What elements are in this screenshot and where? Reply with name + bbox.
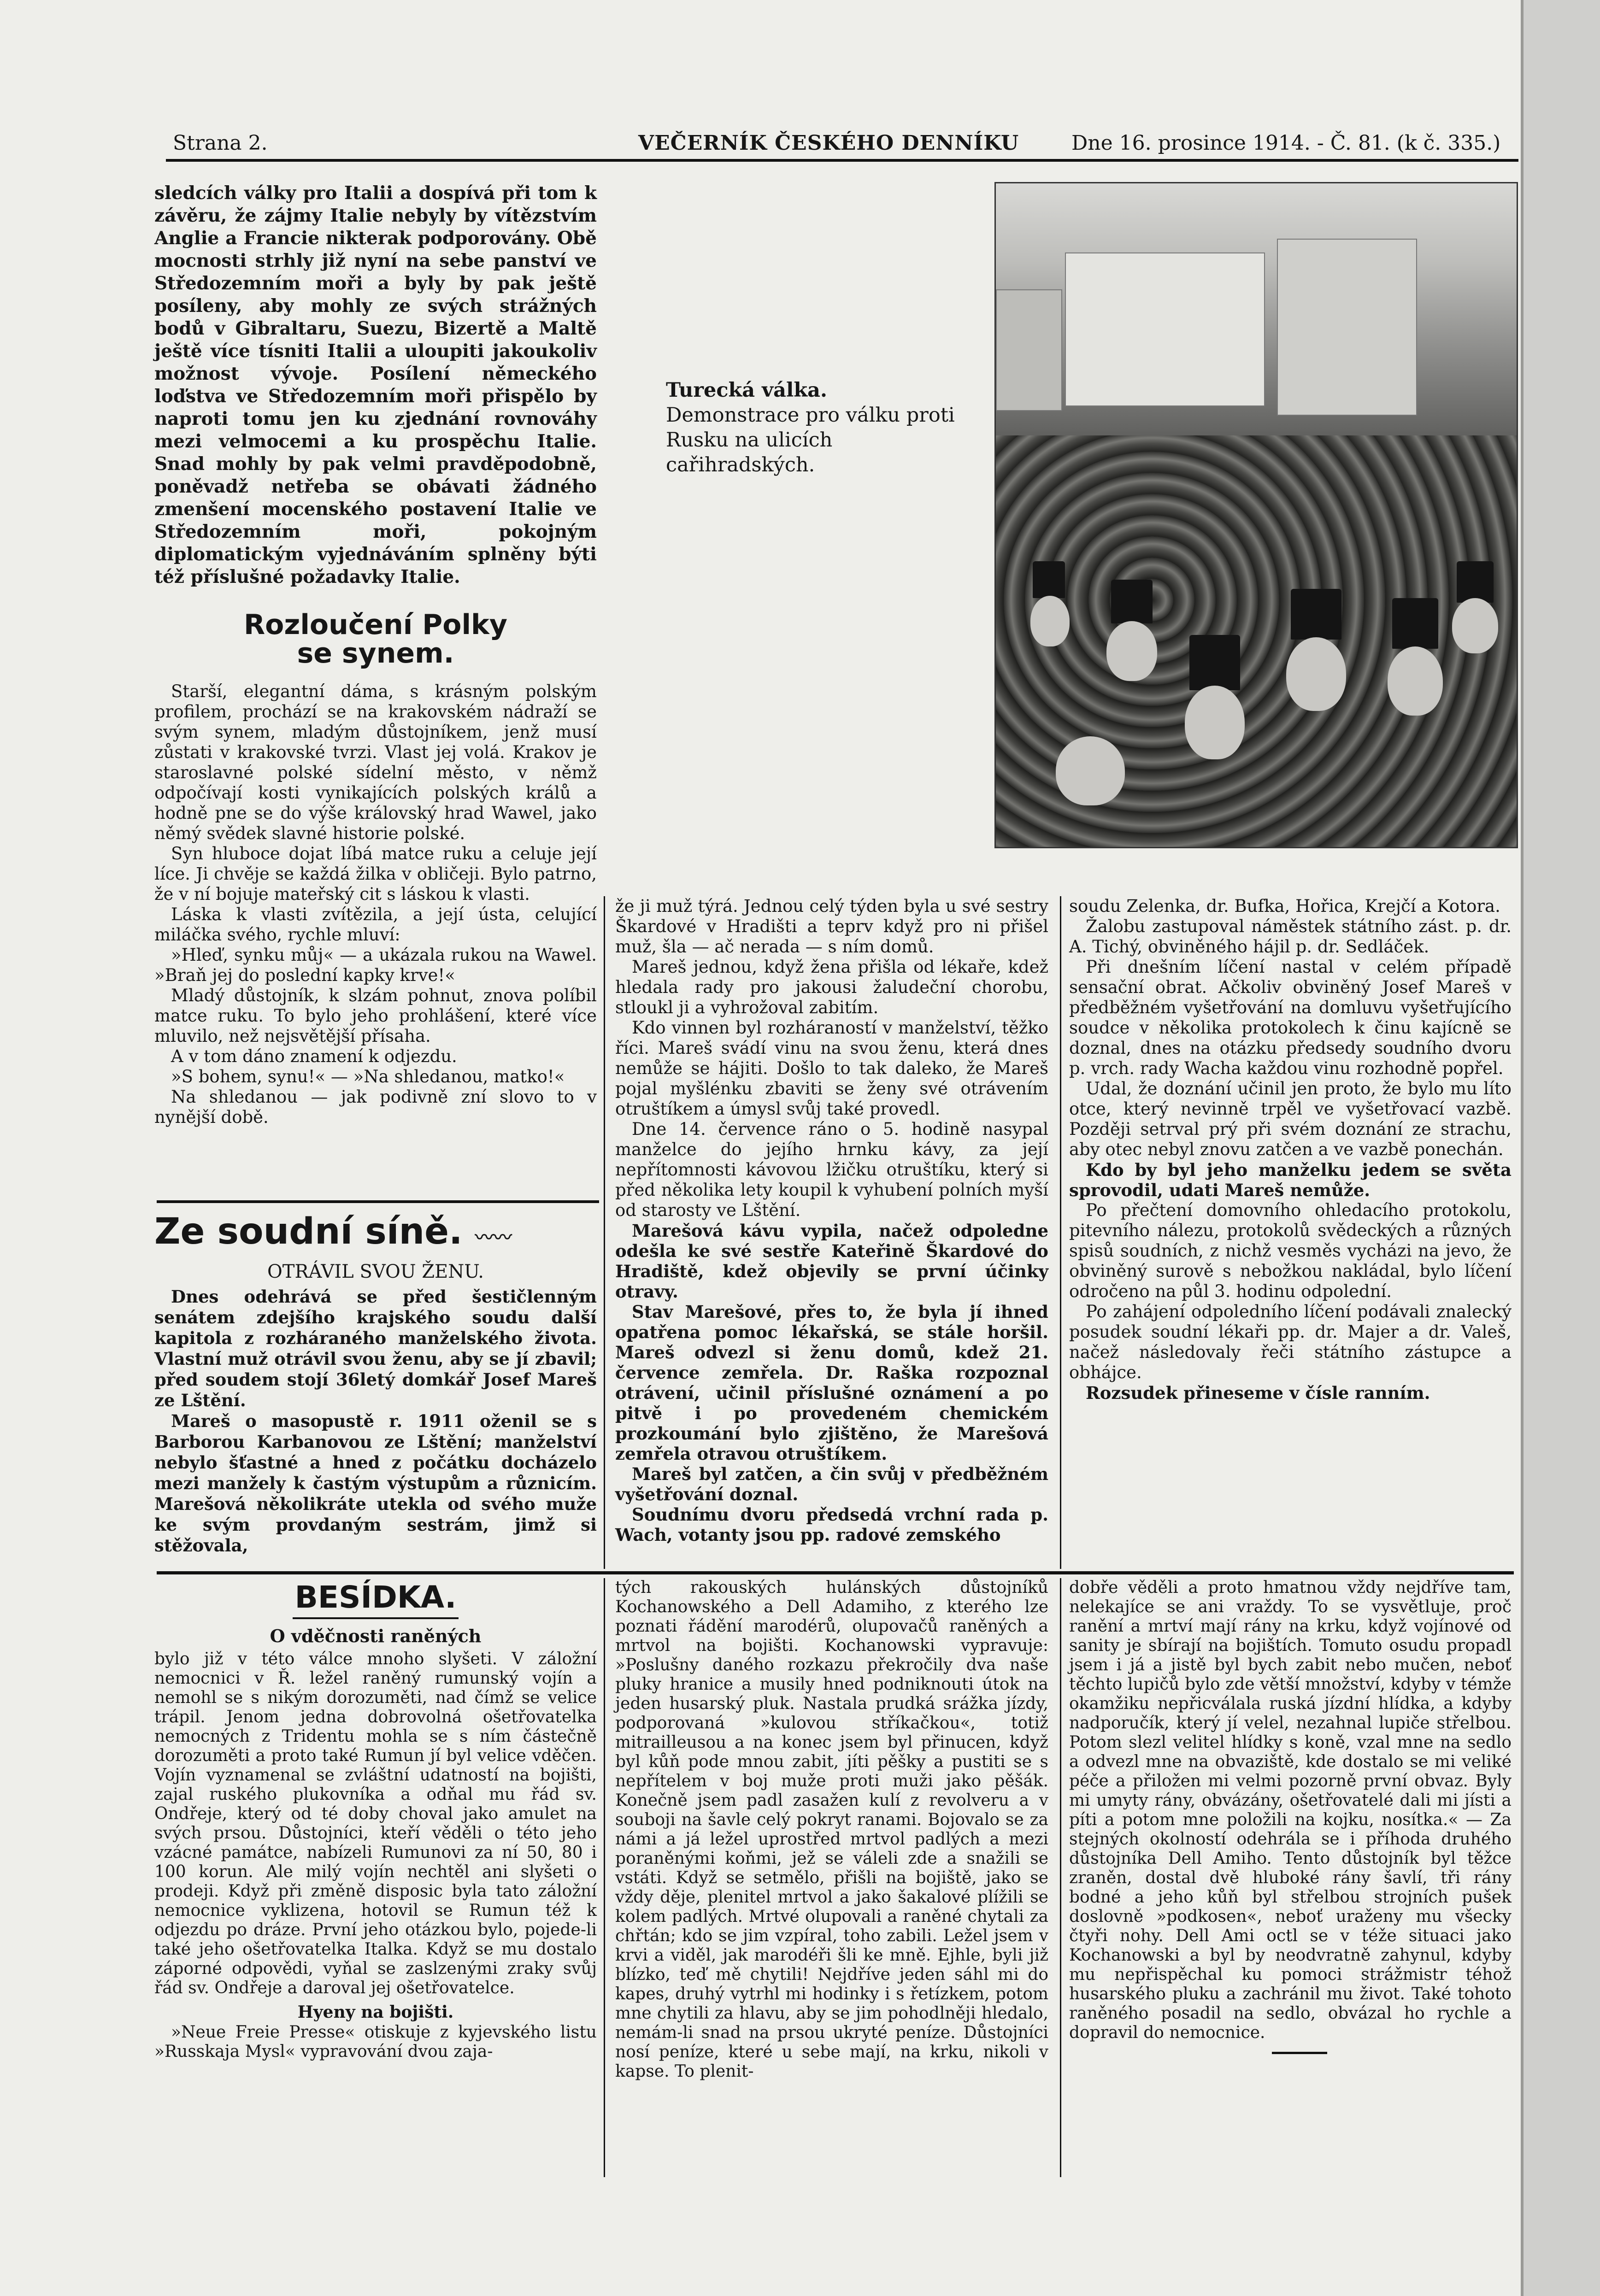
besidka-underline: [293, 1617, 459, 1619]
court-paragraph: Žalobu zastupoval náměstek státního zást. p. dr. A. Tichý, obviněného hájil p. dr. Sedláček.: [1069, 916, 1512, 957]
besidka-section: [154, 1580, 597, 2061]
column-divider: [1060, 1578, 1061, 2177]
court-paragraph: Mareš jednou, když žena přišla od lékaře, kdež hledala rady pro jakousi žaludeční chorobu, stloukl ji a vyhrožoval zabitím.: [615, 957, 1048, 1017]
article-italy: [154, 182, 597, 588]
besidka-column-3: [1069, 1578, 1512, 2054]
court-paragraph: Mareš o masopustě r. 1911 oženil se s Barborou Karbanovou ze Lštění; manželství nebylo šťastné a hned z počátku docházelo mezi manžely k častým výstupům a různicím. Marešová několikráte utekla od svého muže ke svým provdaným sestrám, jimž si stěžovala,: [154, 1411, 597, 1556]
court-paragraph: že ji muž týrá. Jednou celý týden byla u své sestry Škardové v Hradišti a teprv když pro ni přišel muž, šla — ač nerada — s ním domů.: [615, 896, 1048, 957]
polka-paragraph: Starší, elegantní dáma, s krásným polským profilem, prochází se na krakovském nádraží se svým synem, mladým důstojníkem, jenž musí zůstati v krakovské tvrzi. Vlast jej volá. Krakov je staroslavné polské sídelní město, v němž odpočívají kosti vynikajících polských králů a hodně pne se do výše královský hrad Wawel, jako němý svědek slavné historie polské.: [154, 681, 597, 843]
polka-paragraph: »S bohem, synu!« — »Na shledanou, matko!«: [171, 1067, 565, 1086]
column-divider: [604, 896, 605, 1569]
page-header: [173, 131, 1518, 159]
besidka-column-2: [615, 1578, 1048, 2081]
court-paragraph: Při dnešním líčení nastal v celém případě sensační obrat. Ačkoliv obviněný Josef Mareš v předběžném vyšetřování na domluvu vyšetřujícího soudce v několika protokolech k činu kajícně se doznal, dnes na otázku předsedy soudního dvoru p. vrch. rady Wacha každou vinu rozhodně popřel.: [1069, 957, 1512, 1078]
court-paragraph: Marešová kávu vypila, načež odpoledne odešla ke své sestře Kateřině Škardové do Hradiště, kdež objevily se první účinky otravy.: [615, 1221, 1048, 1302]
court-paragraph: Dnes odehrává se před šestičlenným senátem zdejšího krajského soudu další kapitola z rozháraného manželského života. Vlastní muž otrávil svou ženu, aby se jí zbavil; před soudem stojí 36letý domkář Josef Mareš ze Lštění.: [154, 1286, 597, 1410]
court-paragraph: Soudnímu dvoru předsedá vrchní rada p. Wach, votanty jsou pp. radové zemského: [615, 1504, 1048, 1545]
polka-paragraph: Mladý důstojník, k slzám pohnut, znova políbil matce ruku. To bylo jeho prohlášení, které více mluvilo, než nejsvětější přísaha.: [154, 986, 597, 1046]
section-divider: [157, 1571, 1514, 1574]
court-paragraph: Kdo by byl jeho manželku jedem se světa sprovodil, udati Mareš nemůže.: [1069, 1160, 1512, 1200]
masthead-title: VEČERNÍK ČESKÉHO DENNÍKU: [638, 131, 1019, 155]
besidka-paragraph: dobře věděli a proto hmatnou vždy nejdříve tam, nelekajíce se ani vraždy. To se vysvětluje, proč ranění a mrtví mají rány na krku, když vojínové od sanity je sbírají na bojištích. Tomuto osudu propadl jsem i já a jistě byl bych zabit nebo mučen, neboť těchto lupičů bylo zde větší množství, kdyby v témže okamžiku nepřicválala ruská jízdní hlídka, a kdyby nadporučík, který jí velel, nezahnal lupiče střelbou. Potom slezl velitel hlídky s koně, vzal mne na sedlo a odvezl mne na obvaziště, kde dostalo se mi veliké péče a přiložen mi velmi pozorně první obvaz. Byly mi umyty rány, obvázány, ošetřovatelé dali mi jísti a píti a potom mne položili na kojku, nosítka.« — Za stejných okolností odehrála se i příhoda druhého důstojníka Dell Amiho. Tento důstojník byl těžce zraněn, dostal dvě hluboké rány šavlí, tři rány bodné a jeho kůň byl střelbou strojních pušek doslovně »podkosen«, neboť uraženy mu všecky čtyři nohy. Dell Ami octl se v téže situaci jako Kochanowski a byl by neodvratně zahynul, kdyby mu nepřispěchal ku pomoci strážmistr téhož husarského pluku a zachránil mu život. Také tohoto raněného posadil na sedlo, obvázal ho rychle a dopravil do nemocnice.: [1069, 1578, 1512, 2042]
photo-caption-text: Demonstrace pro válku proti Rusku na ulicích cařihradských.: [666, 404, 955, 476]
court-paragraph: Stav Marešové, přes to, že byla jí ihned opatřena pomoc lékařská, se stále horšil. Mareš odvezl si ženu domů, kdež 21. července zemřela. Dr. Raška rozpoznal otrávení, učinil příslušné oznámení a po pitvě i po provedeném chemickém prozkoumání bylo zjištěno, že Marešová zemřela otravou otruštíkem.: [615, 1302, 1048, 1464]
photo-caption: [666, 378, 961, 477]
wave-ornament-icon: 〰〰: [475, 1227, 512, 1248]
court-column-2: [615, 896, 1048, 1545]
divider: [157, 1200, 599, 1203]
page-number: Strana 2.: [173, 131, 268, 155]
court-paragraph: Rozsudek přineseme v čísle ranním.: [1086, 1383, 1430, 1403]
polka-paragraph: A v tom dáno znamení k odjezdu.: [171, 1046, 457, 1066]
court-paragraph: Udal, že doznání učinil jen proto, že bylo mu líto otce, který nevinně trpěl ve vyšetřovací vazbě. Později setrval prý při svém doznání ze strachu, aby otec nebyl znovu zatčen a ve vazbě ponechán.: [1069, 1079, 1512, 1159]
column-divider: [1060, 896, 1061, 1569]
page-edge: [1521, 0, 1600, 2296]
besidka-subheading: O vděčnosti raněných: [270, 1626, 482, 1646]
issue-date: Dne 16. prosince 1914. - Č. 81. (k č. 335.): [1071, 131, 1501, 155]
article-polka: [154, 611, 597, 1127]
polka-paragraph: Syn hluboce dojat líbá matce ruku a celuje její líce. Ji chvěje se každá žilka v obličeji. Bylo patrno, že v ní bojuje mateřský cit s láskou k vlasti.: [154, 844, 597, 904]
end-rule: [1272, 2052, 1327, 2054]
polka-paragraph: »Hleď, synku můj« — a ukázala rukou na Wawel. »Braň jej do poslední kapky krve!«: [154, 945, 597, 985]
polka-paragraph: Na shledanou — jak podivně zní slovo to v nynější době.: [154, 1087, 597, 1127]
polka-paragraph: Láska k vlasti zvítězila, a její ústa, celující miláčka svého, rychle mluví:: [154, 904, 597, 945]
polka-heading-2: se synem.: [297, 637, 454, 669]
hyeny-heading: Hyeny na bojišti.: [297, 2002, 454, 2022]
column-divider: [604, 1578, 605, 2177]
photo-caption-title: Turecká válka.: [666, 379, 827, 402]
court-column-3: [1069, 896, 1512, 1403]
besidka-heading: BESÍDKA.: [294, 1580, 457, 1615]
court-paragraph: Po přečtení domovního ohledacího protokolu, pitevního nálezu, protokolů svědeckých a různých spisů soudních, z nichž vesměs vycházi na jevo, že obviněný surově s nebožkou nakládal, bylo líčení odročeno na půl 3. hodinu odpolední.: [1069, 1200, 1512, 1301]
besidka-paragraph: bylo již v této válce mnoho slyšeti. V záložní nemocnici v Ř. ležel raněný rumunský vojín a nemohl se s nikým dorozuměti, nad čímž se velice trápil. Jenom jedna dobrovolná ošetřovatelka nemocných z Tridentu mohla se s ním částečně dorozuměti a proto také Rumun jí byl velice vděčen. Vojín vyznamenal se zvláštní udatností na bojišti, zajal ruského plukovníka a odňal mu řád sv. Ondřeje, který od té doby choval jako amulet na svých prsou. Důstojníci, kteří věděli o této jeho vzácné památce, nabízeli Rumunovi za ní 50, 80 i 100 korun. Ale milý vojín nechtěl ani slyšeti o prodeji. Když při změně disposic byla tato záložní nemocnice vyklizena, hotovil se Rumun též k odjezdu po dráze. První jeho otázkou bylo, pojede-li také jeho ošetřovatelka Italka. Když se mu dostalo záporné odpovědi, vyňal se zaslzenými zraky svůj řád sv. Ondřeje a daroval jej ošetřovatelce.: [154, 1650, 597, 1997]
polka-heading-1: Rozloučení Polky: [243, 609, 508, 641]
court-paragraph: Po zahájení odpoledního líčení podávali znalecký posudek soudní lékaři pp. dr. Majer a dr. Valeš, načež následovaly řeči státního zástupce a obhájce.: [1069, 1302, 1512, 1382]
court-section: [154, 1210, 597, 1556]
court-paragraph: Mareš byl zatčen, a čin svůj v předběžném vyšetřování doznal.: [615, 1464, 1048, 1504]
court-paragraph: Dne 14. července ráno o 5. hodině nasypal manželce do jejího hrnku kávy, za její nepřítomnosti kávovou lžičku otruštíku, který si před několika lety koupil k vyhubení polních myší od starosty ve Lštění.: [615, 1119, 1048, 1220]
hyeny-paragraph: »Neue Freie Presse« otiskuje z kyjevského listu »Russkaja Mysl« vypravování dvou zaja-: [154, 2023, 597, 2061]
besidka-paragraph: tých rakouských hulánských důstojníků Kochanowského a Dell Adamiho, z kterého lze poznati řádění marodérů, olupovačů raněných a mrtvol na bojišti. Kochanowski vypravuje: »Poslušny daného rozkazu překročily dva naše pluky hranice a musily hned podniknouti útok na jeden husarský pluk. Nastala prudká srážka jízdy, podporovaná »kulovou stříkačkou«, totiž mitrailleusou a na konec jsem byl přinucen, když byl kůň pode mnou zabit, jíti pěšky a pustiti se s nepřítelem v boj muže proti muži jako pěšák. Konečně jsem padl zasažen kulí z revolveru a v souboji na šavle celý pokryt ranami. Bojovalo se za námi a já ležel uprostřed mrtvol padlých a mezi poraněnými koňmi, jež se váleli zde a snažili se vstáti. Když se setmělo, přišli na bojiště, jako se vždy děje, plenitel mrtvol a jako šakalové plížili se kolem padlých. Mrtvé olupovali a raněné chytali za chřtán; kdo se jim vzpíral, toho zabili. Ležel jsem v krvi a viděl, jak marodéři šli ke mně. Ejhle, byli již blízko, teď mě chytili! Nejdříve jeden sáhl mi do kapes, druhý vytrhl mi hodinky i s řetízkem, potom mne chytili za hlavu, aby se jim pohodlněji hledalo, nemám-li snad na prsou ukryté peníze. Důstojníci nosí peníze, které u sebe mají, na krku, nikoli v kapse. To plenit-: [615, 1578, 1048, 2081]
court-paragraph: Kdo vinnen byl rozháraností v manželství, těžko říci. Mareš svádí vinu na svou ženu, která dnes nemůže se hájiti. Došlo to tak daleko, že Mareš pojal myšlénku zbaviti se ženy své otrávením otruštíkem a úmysl svůj také provedl.: [615, 1018, 1048, 1119]
photo-turkish-demonstration: [994, 182, 1518, 848]
court-subheading: OTRÁVIL SVOU ŽENU.: [267, 1261, 484, 1282]
court-paragraph: soudu Zelenka, dr. Bufka, Hořica, Krejčí a Kotora.: [1069, 896, 1500, 916]
court-heading-text: Ze soudní síně.: [154, 1211, 463, 1252]
court-heading: [154, 1210, 597, 1260]
article-italy-text: sledcích války pro Italii a dospívá při tom k závěru, že zájmy Italie nebyly by vítězstvím Anglie a Francie nikterak podporovány. Obě mocnosti strhly již nyní na sebe panství ve Středozemním moři a byly by pak ještě posíleny, aby mohly ze svých strážných bodů v Gibraltaru, Suezu, Bizertě a Maltě ještě více tísniti Italii a uloupiti jakoukoliv možnost vývoje. Posílení německého loďstva ve Středozemním moři přispělo by naproti tomu jen ku zjednání rovnováhy mezi velmocemi a ku prospěchu Italie. Snad mohly by pak velmi pravděpodobně, poněvadž netřeba se obávati žádného zmenšení mocenského postavení Italie ve Středozemním moři, pokojným diplomatickým vyjednáváním splněny býti též příslušné požadavky Italie.: [154, 182, 597, 587]
header-rule: [166, 159, 1518, 162]
